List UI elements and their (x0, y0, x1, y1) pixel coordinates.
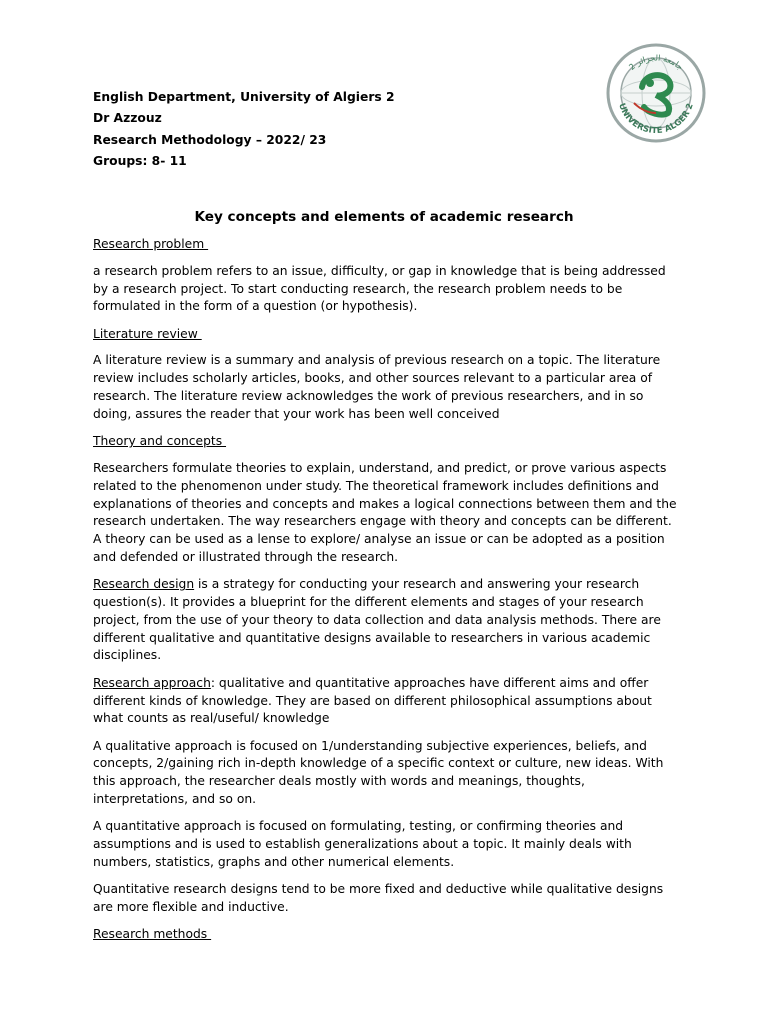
university-seal-graphic (604, 43, 708, 143)
research-design-text: is a strategy for conducting your research and answering your research question(s). It provides a blueprint for the different elements and stages of your research project, from the use of your theory to data collection and data analysis methods. There are different qualitative and quantitative designs available to researchers in various academic disciplines. (93, 577, 661, 663)
paragraph-research-approach (93, 675, 678, 728)
paragraph-theory-concepts: Researchers formulate theories to explain, understand, and predict, or prove various aspects related to the phenomenon under study. The theoretical framework includes definitions and explanations of theories and concepts and makes a logical connections between them and the research undertaken. The way researchers engage with theory and concepts can be different. A theory can be used as a lense to explore/ analyse an issue or can be adopted as a position and defended or illustrated through the research. (93, 460, 677, 564)
document-title: Key concepts and elements of academic research (194, 209, 574, 225)
research-approach-text: : qualitative and quantitative approaches have different aims and offer different kinds of knowledge. They are based on different philosophical assumptions about what counts as real/useful/ knowledge (93, 675, 652, 726)
heading-literature-review: Literature review (93, 326, 202, 341)
heading-research-problem: Research problem (93, 237, 209, 251)
svg-text:UNIVERSITE ALGER 2: UNIVERSITE ALGER 2 (616, 102, 696, 137)
paragraph-research-design (93, 576, 678, 665)
svg-text:جامعة الجزائر 2: جامعة الجزائر 2 (627, 53, 685, 72)
department-line: English Department, University of Algiers 2 (93, 90, 395, 104)
paragraph-literature-review: A literature review is a summary and analysis of previous research on a topic. The literature review includes scholarly articles, books, and other sources relevant to a particular area of research. The literature review acknowledges the work of previous researchers, and in so doing, assures the reader that your work has been well conceived (93, 353, 661, 421)
course-line: Research Methodology – 2022/ 23 (93, 132, 327, 147)
paragraph-research-problem: a research problem refers to an issue, difficulty, or gap in knowledge that is being addressed by a research project. To start conducting research, the research problem needs to be formulated in the form of a question (or hypothesis). (93, 263, 666, 314)
document-body (93, 236, 678, 953)
term-research-design: Research design (93, 577, 195, 592)
university-seal-icon (604, 43, 708, 143)
document-header (93, 87, 493, 172)
heading-research-methods: Research methods (93, 927, 212, 942)
groups-line: Groups: 8- 11 (93, 153, 187, 168)
paragraph-designs-compare: Quantitative research designs tend to be more fixed and deductive while qualitative designs are more flexible and inductive. (93, 882, 664, 914)
paragraph-quantitative: A quantitative approach is focused on formulating, testing, or confirming theories and assumptions and is used to establish generalizations about a topic. It mainly deals with numbers, statistics, graphs and other numerical elements. (93, 819, 632, 869)
term-research-approach: Research approach (93, 675, 211, 690)
heading-theory-concepts: Theory and concepts (93, 434, 227, 449)
paragraph-qualitative: A qualitative approach is focused on 1/understanding subjective experiences, beliefs, and concepts, 2/gaining rich in-depth knowledge of a specific context or culture, new ideas. With this approach, the researcher deals mostly with words and meanings, thoughts, interpretations, and so on. (93, 738, 664, 807)
teacher-line: Dr Azzouz (93, 111, 162, 126)
